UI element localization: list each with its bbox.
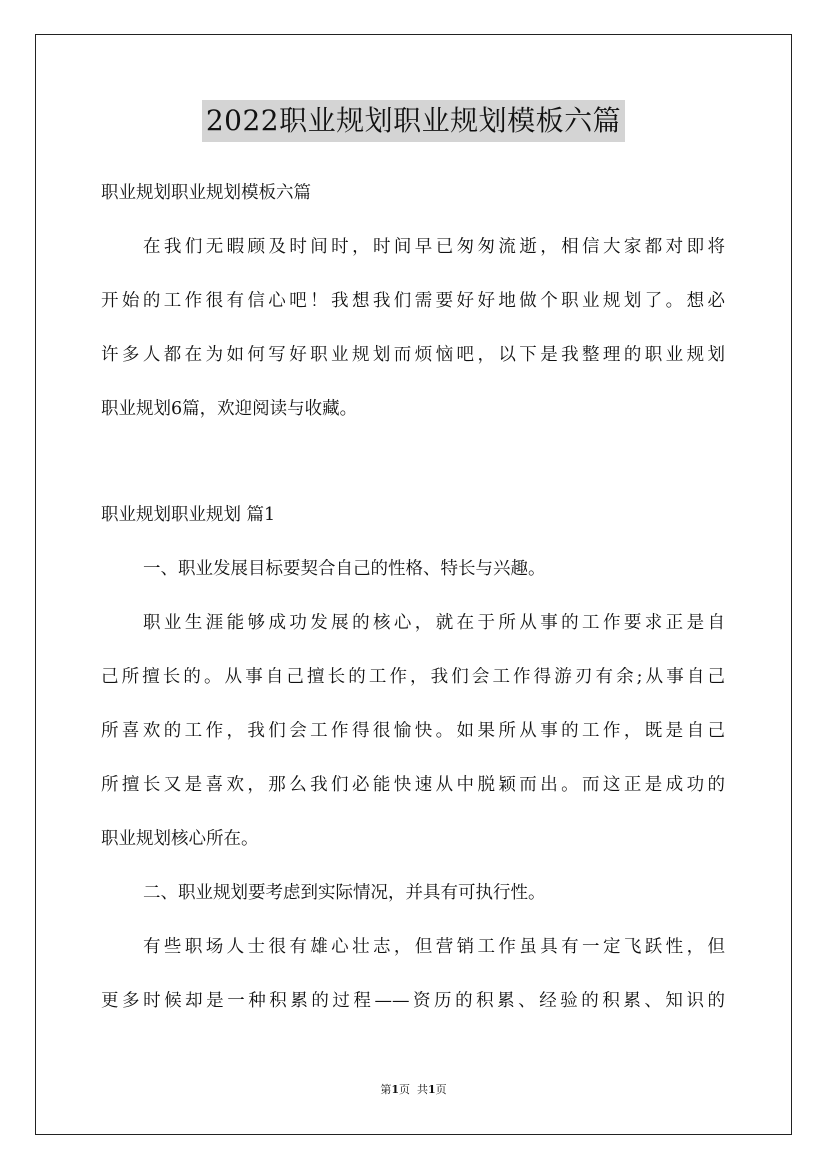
paragraph-line: 职业生涯能够成功发展的核心，就在于所从事的工作要求正是自: [143, 613, 725, 633]
intro-line: 职业规划6篇，欢迎阅读与收藏。: [101, 399, 358, 419]
intro-line: 在我们无暇顾及时间时，时间早已匆匆流逝，相信大家都对即将: [143, 237, 725, 257]
total-prefix: 共: [417, 1083, 428, 1096]
document-subtitle: 职业规划职业规划模板六篇: [101, 183, 311, 203]
paragraph-line: 职业规划核心所在。: [101, 829, 259, 849]
intro-line: 开始的工作很有信心吧！我想我们需要好好地做个职业规划了。想必: [101, 291, 725, 311]
paragraph-line: 有些职场人士很有雄心壮志，但营销工作虽具有一定飞跃性，但: [143, 937, 725, 957]
section-spacer: [101, 436, 725, 488]
paragraph-line: 己所擅长的。从事自己擅长的工作，我们会工作得游刃有余;从事自己: [101, 667, 725, 687]
section-heading: 职业规划职业规划 篇1: [101, 505, 276, 525]
page-total: 1: [428, 1083, 436, 1096]
page-current: 1: [391, 1083, 399, 1096]
paragraph-line: 所擅长又是喜欢，那么我们必能快速从中脱颖而出。而这正是成功的: [101, 775, 725, 795]
point-heading: 二、职业规划要考虑到实际情况，并具有可执行性。: [143, 883, 546, 903]
page-prefix: 第: [380, 1083, 392, 1096]
document-title: 2022职业规划职业规划模板六篇: [202, 100, 625, 142]
document-body: [101, 166, 725, 1028]
page-suffix: 页: [399, 1083, 410, 1096]
point-heading: 一、职业发展目标要契合自己的性格、特长与兴趣。: [143, 559, 546, 579]
title-container: [0, 100, 827, 142]
total-suffix: 页: [435, 1083, 447, 1096]
paragraph-line: 所喜欢的工作，我们会工作得很愉快。如果所从事的工作，既是自己: [101, 721, 725, 741]
intro-line: 许多人都在为如何写好职业规划而烦恼吧，以下是我整理的职业规划: [101, 345, 725, 365]
paragraph-line: 更多时候却是一种积累的过程——资历的积累、经验的积累、知识的: [101, 991, 725, 1011]
page-footer: [0, 1082, 827, 1098]
